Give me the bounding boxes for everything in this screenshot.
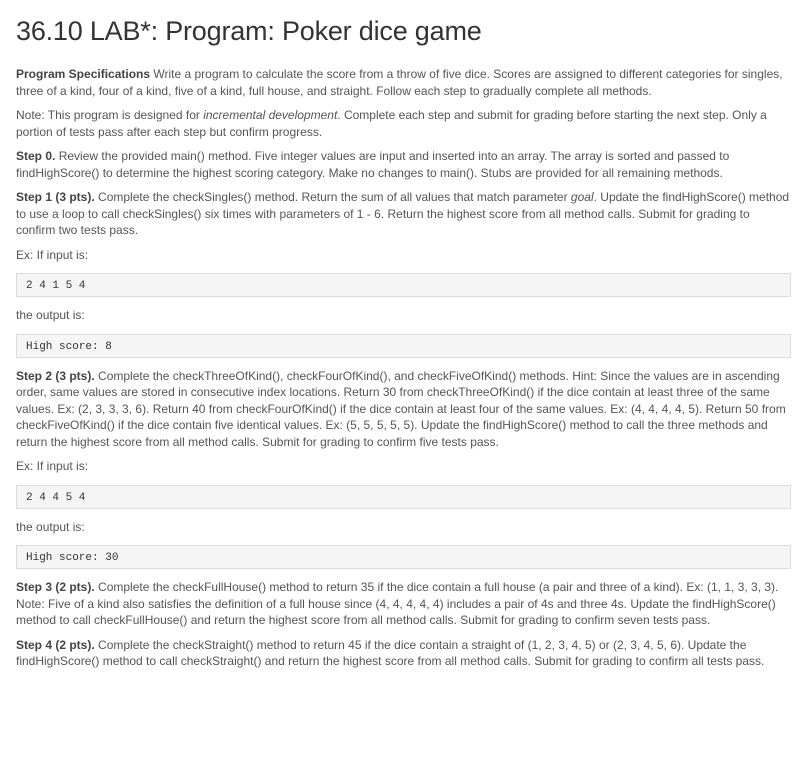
step1-output-label: the output is:: [16, 308, 85, 322]
step4-paragraph: [16, 637, 791, 670]
note-italic: incremental development: [203, 108, 338, 122]
step2-output-label: the output is:: [16, 519, 85, 534]
page-title: 36.10 LAB*: Program: Poker dice game: [16, 16, 482, 46]
step1-output-box: High score: 8: [16, 334, 791, 358]
step1-example-label: Ex: If input is:: [16, 247, 89, 262]
step4-text: Complete the checkStraight() method to return 45 if the dice contain a straight of (1, 2, 3, 4, 5) or (2, 3, 4, 5, 6). Update the findHighScore() method to call checkStraight() and return the highest score from all method calls. Submit for grading to confirm all tests pass.: [16, 637, 765, 668]
step2-label: Step 2 (3 pts).: [16, 368, 95, 383]
step1-text-before: Complete the checkSingles() method. Return the sum of all values that match parameter: [94, 190, 571, 204]
step1-text-after: . Update the findHighScore() method to use a loop to call checkSingles() six times with parameters of 1 - 6. Return the highest score from all method calls. Submit for grading to confirm two tests pass.: [16, 190, 790, 237]
step2-output-box: High score: 30: [16, 545, 791, 569]
step4-label: Step 4 (2 pts).: [16, 637, 95, 652]
step1-italic: goal: [570, 190, 594, 204]
step0-paragraph: [16, 148, 791, 181]
step1-input-box: 2 4 1 5 4: [16, 273, 791, 297]
step3-text: Complete the checkFullHouse() method to return 35 if the dice contain a full house (a pair and three of a kind). Ex: (1, 1, 3, 3, 3). Note: Five of a kind also satisfies the definition of a full house since (4, 4, 4, 4, 4) includes a pair of 4s and three 4s. Update the findHighScore() method to call checkFullHouse() and return the highest score from all method calls. Submit for grading to confirm seven tests pass.: [16, 580, 779, 627]
note-paragraph: [16, 107, 791, 140]
step2-text: Complete the checkThreeOfKind(), checkFourOfKind(), and checkFiveOfKind() methods. Hint: Since the values are in ascending order, same values are stored in consecutive index locations. Return 30 from checkThreeOfKind() if the dice contain at least three of the same values. Ex: (2, 3, 3, 3, 6). Return 40 from checkFourOfKind() if the dice contain at least four of the same values. Ex: (4, 4, 4, 4, 5). Return 50 from checkFiveOfKind() if the dice contain five identical values. Ex: (5, 5, 5, 5, 5). Update the findHighScore() method to call the three methods and return the highest score from all method calls. Submit for grading to confirm five tests pass.: [16, 368, 786, 449]
step2-example-label: Ex: If input is:: [16, 459, 89, 473]
step0-text: Review the provided main() method. Five integer values are input and inserted into an array. The array is sorted and passed to findHighScore() to determine the highest scoring category. Make no changes to main(). Stubs are provided for all remaining methods.: [16, 149, 730, 180]
note-after: . Complete each step and submit for grading before starting the next step. Only a portion of tests pass after each step but confirm progress.: [16, 108, 767, 139]
note-before: Note: This program is designed for: [16, 108, 204, 122]
step1-label: Step 1 (3 pts).: [16, 190, 95, 204]
step3-label: Step 3 (2 pts).: [16, 580, 95, 594]
step2-input-box: 2 4 4 5 4: [16, 485, 791, 509]
step0-label: Step 0.: [16, 149, 56, 163]
step1-paragraph: [16, 189, 791, 239]
spec-label: Program Specifications: [16, 67, 151, 81]
program-specifications: [16, 66, 791, 99]
step3-paragraph: [16, 579, 791, 629]
step2-paragraph: [16, 368, 791, 451]
spec-text: Write a program to calculate the score from a throw of five dice. Scores are assigned to different categories for singles, three of a kind, four of a kind, five of a kind, full house, and straight. Follow each step to gradually complete all methods.: [16, 67, 783, 98]
